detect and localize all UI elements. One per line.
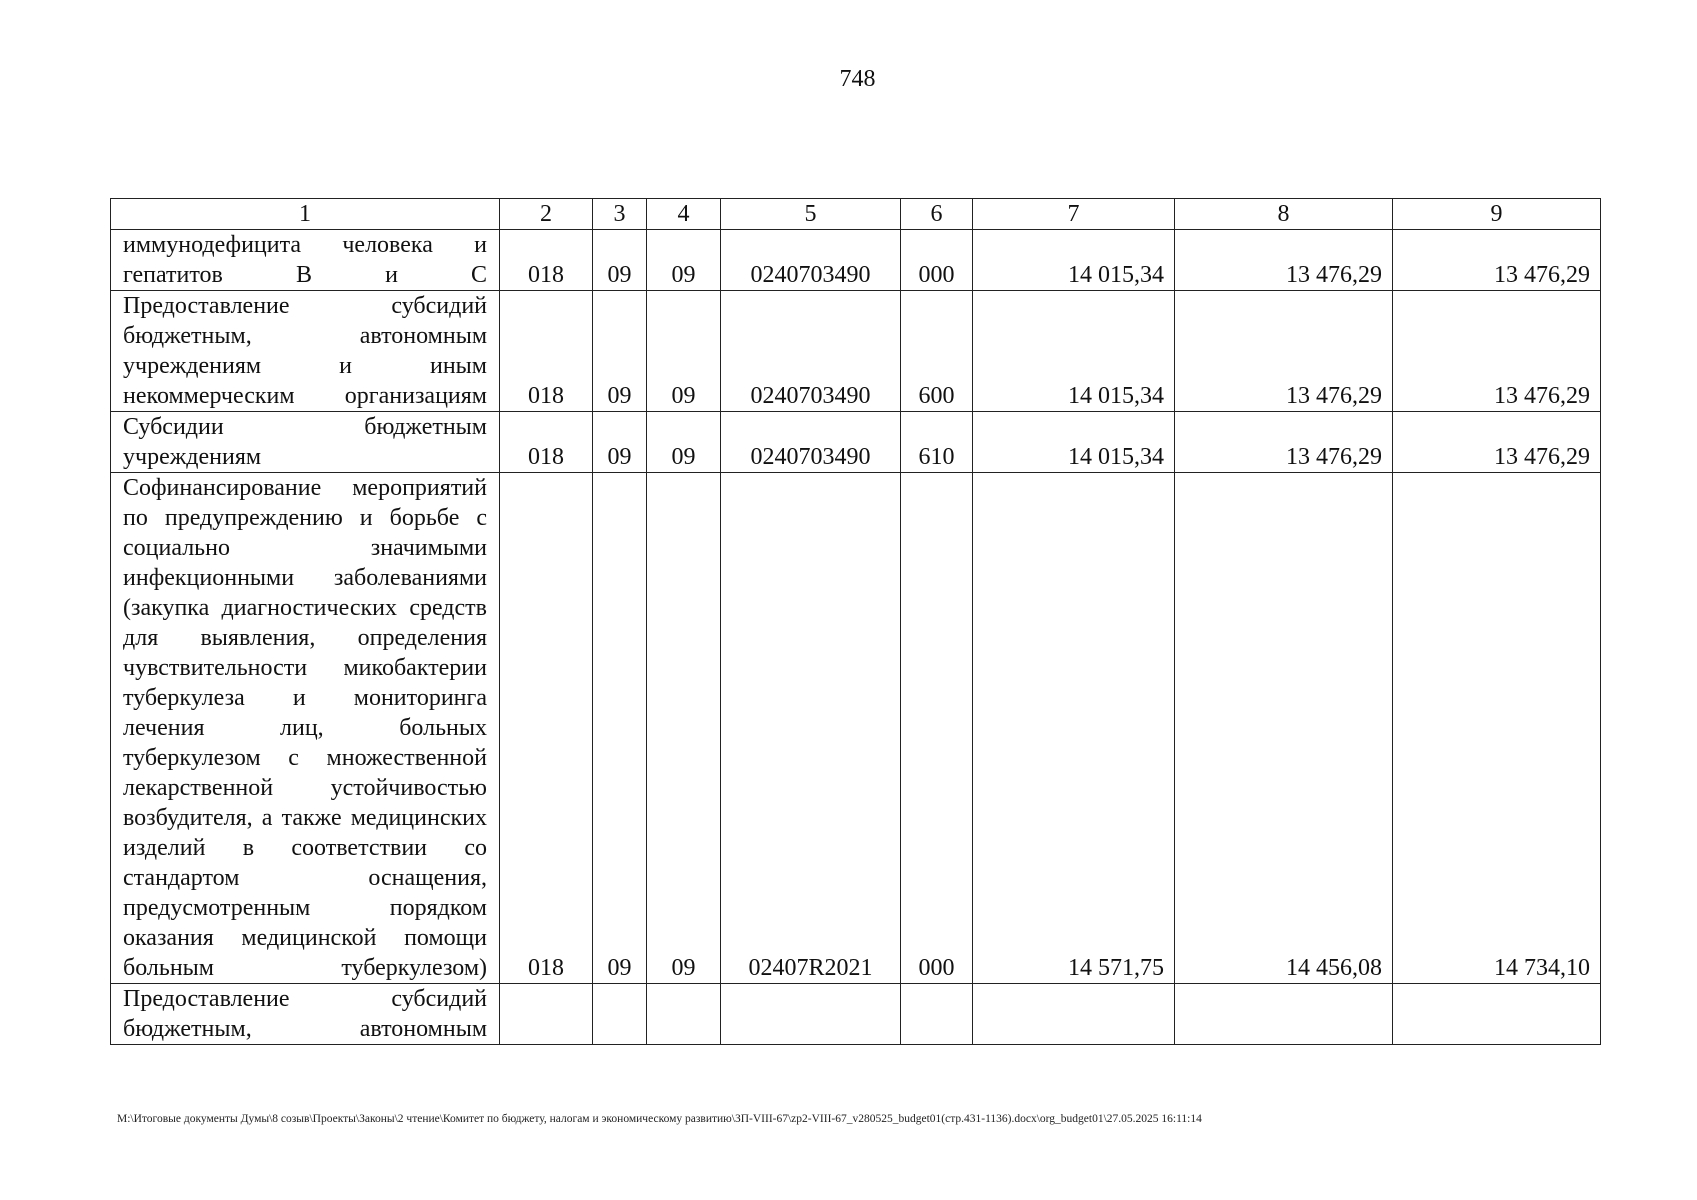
- row-cell-7: 14 015,34: [973, 291, 1175, 412]
- row-name: Софинансирование мероприятий по предупреждению и борьбе с социально значимыми инфекционными заболеваниями (закупка диагностических средств для выявления, определения чувствительности микобактерии туберкулеза и мониторинга лечения лиц, больных туберкулезом с множественной лекарственной устойчивостью возбудителя, а также медицинских изделий в соответствии со стандартом оснащения, предусмотренным порядком оказания медицинской помощи больным туберкулезом): [111, 473, 500, 984]
- row-cell-3: [593, 984, 647, 1045]
- table-row: [111, 230, 1601, 291]
- header-cell: 1: [111, 199, 500, 230]
- row-cell-4: 09: [647, 473, 721, 984]
- row-cell-8: 13 476,29: [1175, 291, 1393, 412]
- row-cell-4: 09: [647, 291, 721, 412]
- row-cell-2: 018: [500, 291, 593, 412]
- row-cell-6: [901, 984, 973, 1045]
- header-cell: 2: [500, 199, 593, 230]
- row-cell-3: 09: [593, 473, 647, 984]
- row-cell-7: 14 015,34: [973, 230, 1175, 291]
- row-cell-9: [1393, 984, 1601, 1045]
- row-name: Предоставление субсидий бюджетным, автономным: [111, 984, 500, 1045]
- row-cell-2: 018: [500, 412, 593, 473]
- row-name: Субсидии бюджетным учреждениям: [111, 412, 500, 473]
- row-name: Предоставление субсидий бюджетным, автономным учреждениям и иным некоммерческим организациям: [111, 291, 500, 412]
- row-cell-9: 13 476,29: [1393, 230, 1601, 291]
- row-cell-7: 14 571,75: [973, 473, 1175, 984]
- row-cell-9: 14 734,10: [1393, 473, 1601, 984]
- budget-table: [110, 198, 1601, 1045]
- page-number: 748: [839, 66, 876, 92]
- header-cell: 5: [721, 199, 901, 230]
- header-cell: 7: [973, 199, 1175, 230]
- row-cell-7: 14 015,34: [973, 412, 1175, 473]
- row-cell-5: 0240703490: [721, 230, 901, 291]
- row-cell-8: [1175, 984, 1393, 1045]
- header-cell: 6: [901, 199, 973, 230]
- header-cell: 4: [647, 199, 721, 230]
- row-cell-7: [973, 984, 1175, 1045]
- row-cell-3: 09: [593, 291, 647, 412]
- row-cell-2: [500, 984, 593, 1045]
- row-name: иммунодефицита человека и гепатитов В и С: [111, 230, 500, 291]
- row-cell-4: 09: [647, 412, 721, 473]
- row-cell-2: 018: [500, 230, 593, 291]
- row-cell-3: 09: [593, 412, 647, 473]
- row-cell-8: 14 456,08: [1175, 473, 1393, 984]
- table-header-row: [111, 199, 1601, 230]
- row-cell-5: 0240703490: [721, 291, 901, 412]
- table-row: [111, 473, 1601, 984]
- table-row: [111, 984, 1601, 1045]
- row-cell-5: 0240703490: [721, 412, 901, 473]
- footer-file-path: M:\Итоговые документы Думы\8 созыв\Проекты\Законы\2 чтение\Комитет по бюджету, налогам и экономическому развитию\ЗП-VIII-67\zp2-VIII-67_v280525_budget01(стр.431-1136).docx\org_budget01\27.05.2025 16:11:14: [117, 1113, 1202, 1125]
- row-cell-5: [721, 984, 901, 1045]
- header-cell: 9: [1393, 199, 1601, 230]
- row-cell-4: [647, 984, 721, 1045]
- row-cell-9: 13 476,29: [1393, 412, 1601, 473]
- row-cell-6: 600: [901, 291, 973, 412]
- row-cell-8: 13 476,29: [1175, 412, 1393, 473]
- row-cell-8: 13 476,29: [1175, 230, 1393, 291]
- row-cell-6: 000: [901, 230, 973, 291]
- table-row: [111, 412, 1601, 473]
- row-cell-2: 018: [500, 473, 593, 984]
- table-row: [111, 291, 1601, 412]
- row-cell-4: 09: [647, 230, 721, 291]
- header-cell: 8: [1175, 199, 1393, 230]
- row-cell-6: 610: [901, 412, 973, 473]
- header-cell: 3: [593, 199, 647, 230]
- row-cell-5: 02407R2021: [721, 473, 901, 984]
- row-cell-9: 13 476,29: [1393, 291, 1601, 412]
- row-cell-3: 09: [593, 230, 647, 291]
- row-cell-6: 000: [901, 473, 973, 984]
